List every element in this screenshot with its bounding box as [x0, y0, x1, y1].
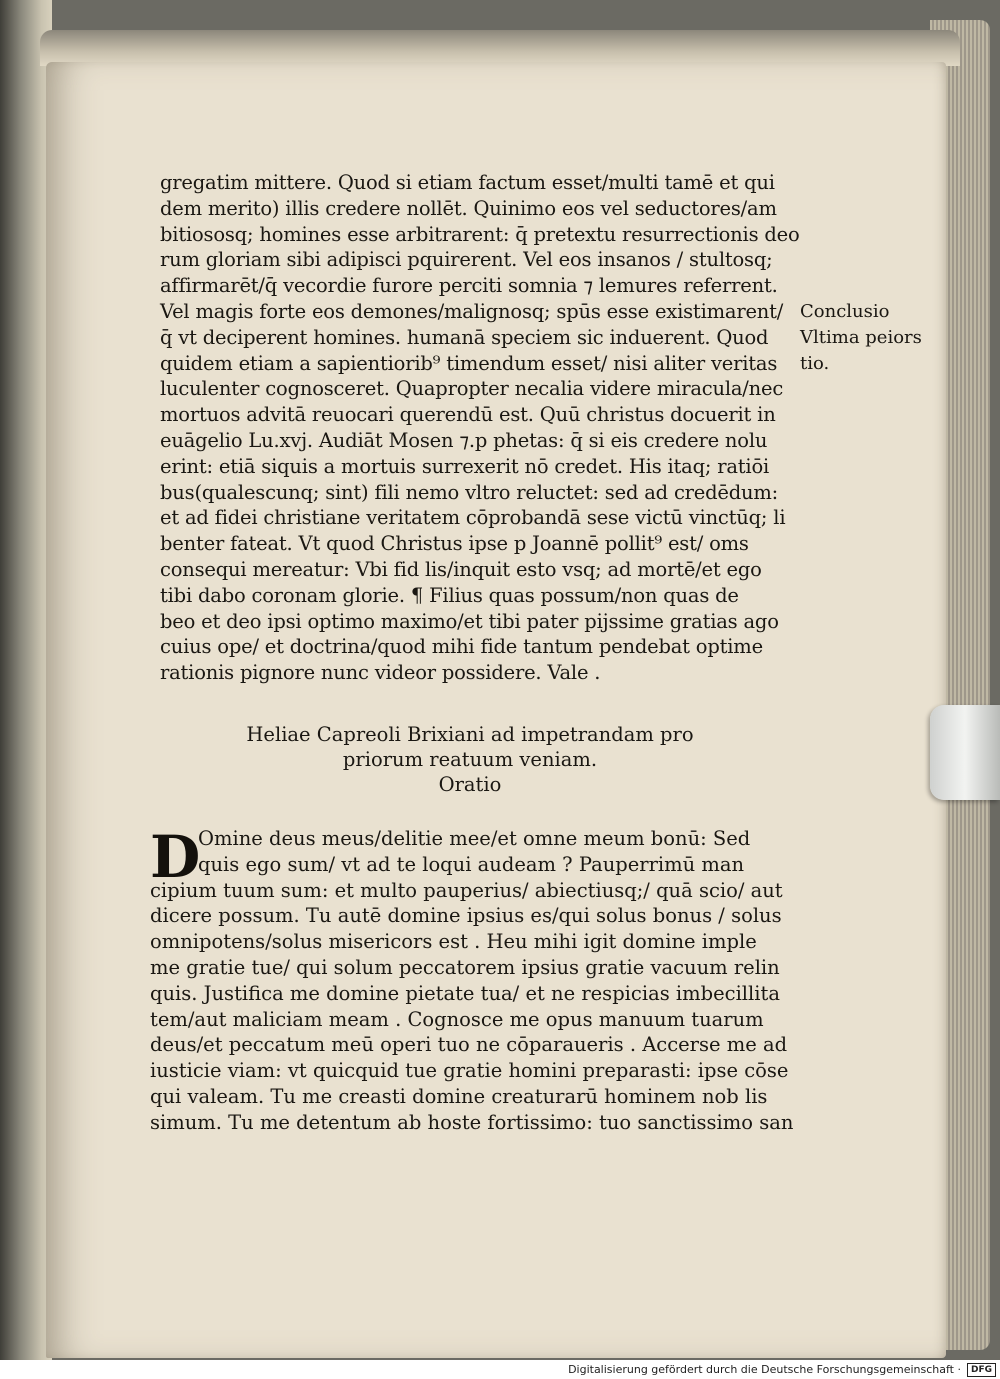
book-binding	[0, 0, 52, 1360]
body-text-line: bus(qualescunq; sint) fili nemo vltro reluctet: sed ad credēdum:	[160, 480, 779, 504]
page-top-edge	[40, 30, 960, 66]
oratio-text-line: qui valeam. Tu me creasti domine creaturarū hominem nob lis	[150, 1084, 768, 1108]
marginal-note-line: Conclusio	[800, 301, 890, 322]
footer-credit-text: Digitalisierung gefördert durch die Deutsche Forschungsgemeinschaft ·	[568, 1363, 961, 1376]
body-text-line: bitiososq; homines esse arbitrarent: q̄ pretextu resurrectionis deo	[160, 222, 800, 246]
body-text-line: beo et deo ipsi optimo maximo/et tibi pater pijssime gratias ago	[160, 609, 779, 633]
oratio-text-line: me gratie tue/ qui solum peccatorem ipsius gratie vacuum relin	[150, 955, 780, 979]
body-text-line: gregatim mittere. Quod si etiam factum esset/multi tamē et qui	[160, 171, 775, 194]
main-text-block	[160, 170, 800, 686]
oratio-text-line: tem/aut maliciam meam . Cognosce me opus manuum tuarum	[150, 1007, 764, 1031]
body-text-line: rum gloriam sibi adipisci pquirerent. Vel eos insanos / stultosq;	[160, 248, 773, 272]
body-text-line: tibi dabo coronam glorie. ¶ Filius quas possum/non quas de	[160, 583, 739, 607]
body-text-line: rationis pignore nunc videor possidere. Vale .	[160, 661, 601, 685]
oratio-text-line: Omine deus meus/delitie mee/et omne meum bonū: Sed	[198, 827, 751, 850]
oratio-text-line: iusticie viam: vt quicquid tue gratie homini preparasti: ipse cōse	[150, 1059, 789, 1083]
page-clip-tab	[930, 705, 1000, 800]
body-text-line: luculenter cognosceret. Quapropter necalia videre miracula/nec	[160, 377, 784, 401]
body-text-line: erint: etiā siquis a mortuis surrexerit nō credet. His itaq; ratiōi	[160, 454, 770, 478]
body-text-line: euāgelio Lu.xvj. Audiāt Mosen ⁊.p phetas: q̄ si eis credere nolu	[160, 428, 768, 452]
marginal-note	[800, 300, 922, 377]
oratio-text-line: quis. Justifica me domine pietate tua/ et ne respicias imbecillita	[150, 981, 780, 1005]
oratio-heading	[150, 722, 790, 797]
decorated-initial: D	[150, 823, 201, 891]
heading-line-2: priorum reatuum veniam.	[342, 748, 598, 771]
oratio-text-line: simum. Tu me detentum ab hoste fortissimo: tuo sanctissimo san	[150, 1110, 794, 1134]
heading-line-1: Heliae Capreoli Brixiani ad impetrandam pro	[246, 723, 694, 746]
marginal-note-line: Vltima peiors	[800, 326, 922, 348]
body-text-line: consequi mereatur: Vbi fid lis/inquit esto vsq; ad mortē/et ego	[160, 557, 762, 581]
footer-credit	[0, 1360, 1000, 1379]
body-text-line: mortuos advitā reuocari querendū est. Quū christus docuerit in	[160, 403, 776, 427]
oratio-text-line: deus/et peccatum meū operi tuo ne cōparaueris . Accerse me ad	[150, 1033, 788, 1057]
heading-line-3: Oratio	[438, 773, 502, 796]
oratio-text-line: omnipotens/solus misericors est . Heu mihi igit domine imple	[150, 930, 757, 954]
body-text-line: et ad fidei christiane veritatem cōprobandā sese victū vinctūq; li	[160, 506, 786, 530]
oratio-text-line: quis ego sum/ vt ad te loqui audeam ? Pauperrimū man	[198, 852, 745, 876]
body-text-line: affirmarēt/q̄ vecordie furore perciti somnia ⁊ lemures referrent.	[160, 274, 778, 298]
body-text-line: quidem etiam a sapientiorib⁹ timendum esset/ nisi aliter veritas	[160, 351, 778, 375]
dfg-logo: DFG	[967, 1363, 996, 1377]
body-text-line: q̄ vt deciperent homines. humanā speciem sic induerent. Quod	[160, 325, 769, 349]
body-text-line: dem merito) illis credere nollēt. Quinimo eos vel seductores/am	[160, 196, 777, 220]
body-text-line: benter fateat. Vt quod Christus ipse p Joannē pollit⁹ est/ oms	[160, 532, 749, 556]
marginal-note-line: tio.	[800, 352, 830, 374]
body-text-line: cuius ope/ et doctrina/quod mihi fide tantum pendebat optime	[160, 635, 763, 659]
oratio-text-line: dicere possum. Tu autē domine ipsius es/qui solus bonus / solus	[150, 904, 782, 928]
body-text-line: Vel magis forte eos demones/malignosq; spūs esse existimarent/	[160, 299, 784, 323]
oratio-text-block	[150, 823, 794, 1136]
oratio-text-line: cipium tuum sum: et multo pauperius/ abiectiusq;/ quā scio/ aut	[150, 878, 783, 902]
